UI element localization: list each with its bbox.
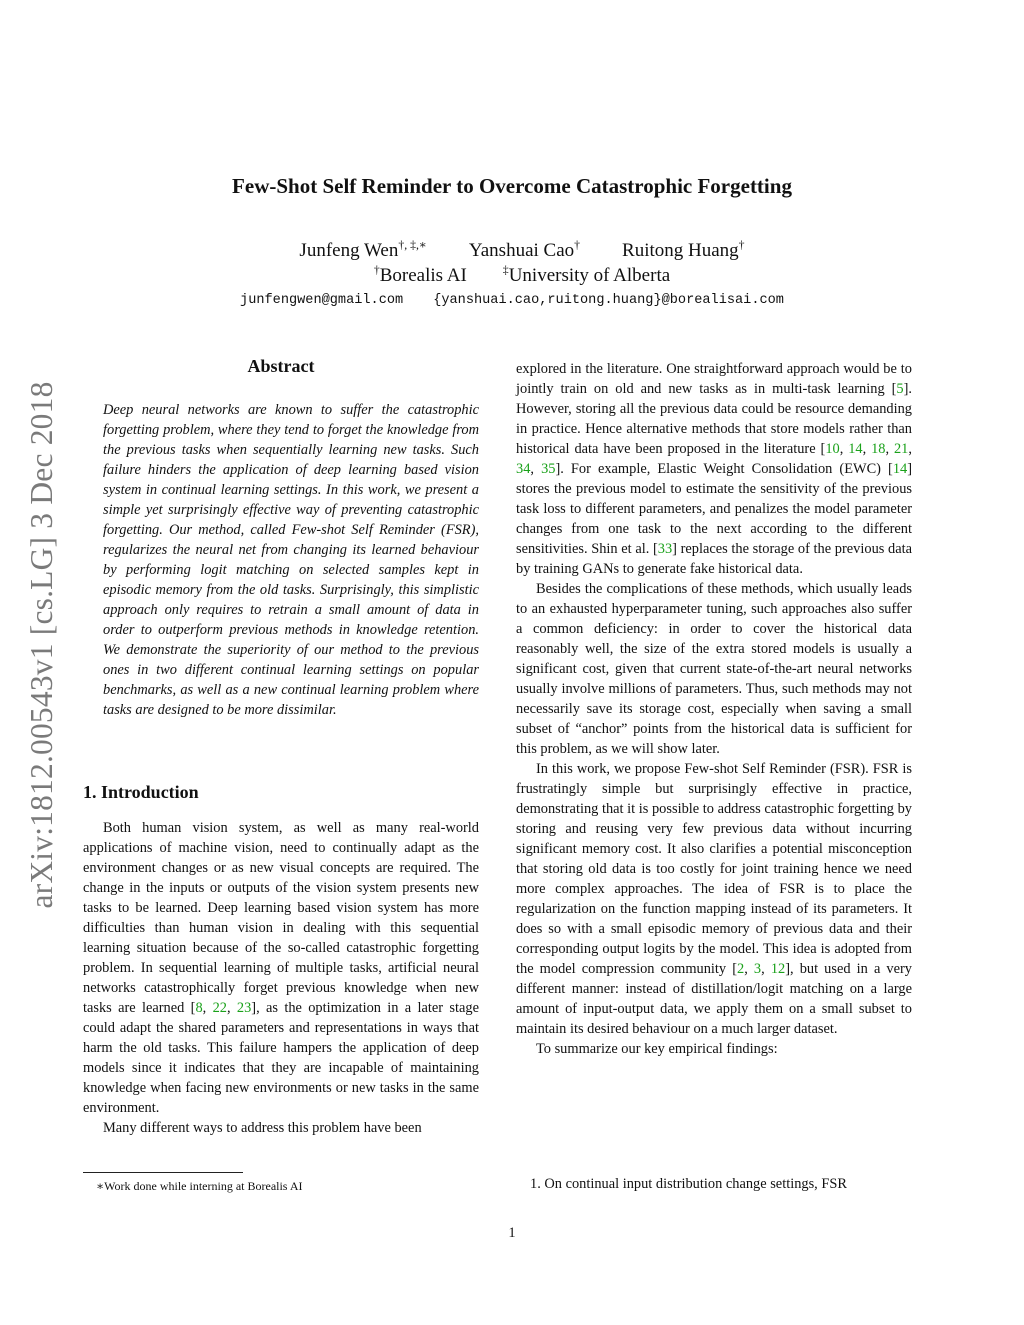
right-column-body <box>516 359 912 1059</box>
citation-link[interactable]: 3 <box>753 961 762 977</box>
paragraph: explored in the literature. One straightforward approach would be to jointly train on old and new tasks as in multi-task learning [5]. However, storing all the previous data could be resource demanding in practice. Hence alternative methods that store models rather than historical data have been proposed in the literature [10, 14, 18, 21, 34, 35]. For example, Elastic Weight Consolidation (EWC) [14] stores the previous model to estimate the sensitivity of the previous task loss to different parameters, and penalizes the model parameter changes from one task to the next according to the different sensitivities. Shin et al. [33] replaces the storage of the previous data by training GANs to generate fake historical data. <box>516 361 913 577</box>
email: {yanshuai.cao,ruitong.huang}@borealisai.com <box>433 293 784 308</box>
citation-link[interactable]: 33 <box>657 541 673 557</box>
citation-link[interactable]: 18 <box>871 441 886 457</box>
citation-link[interactable]: 14 <box>892 461 908 477</box>
arxiv-id-text: arXiv:1812.00543v1 [cs.LG] 3 Dec 2018 <box>24 381 59 909</box>
citation-link[interactable]: 5 <box>896 381 904 397</box>
abstract-text: Deep neural networks are known to suffer the catastrophic forgetting problem, where they tend to forget the knowledge from the previous tasks when sequentially learning new tasks. Such failure hinders the application of deep learning based vision system in continual learning settings. In this work, we present a simple yet surprisingly effective way of preventing catastrophic forgetting. Our method, called Few-shot Self Reminder (FSR), regularizes the neural net from changing its learned behaviour by performing logit matching on selected samples kept in episodic memory from the old tasks. Surprisingly, this simplistic approach only requires to retrain a small amount of data in order to outperform previous methods in knowledge retention. We demonstrate the superiority of our method to the previous ones in two different continual learning settings on popular benchmarks, as well as a new continual learning problem where tasks are designed to be more dissimilar. <box>103 402 479 718</box>
citation-link[interactable]: 21 <box>893 441 909 457</box>
author-list <box>0 240 1024 262</box>
citation-link[interactable]: 23 <box>236 1000 252 1016</box>
affiliation: ‡University of Alberta <box>502 263 671 286</box>
footnote-rule <box>83 1172 243 1173</box>
citation-link[interactable]: 10 <box>825 441 840 457</box>
paragraph: Many different ways to address this problem have been <box>103 1120 422 1136</box>
affiliation-list <box>0 265 1024 287</box>
paragraph: To summarize our key empirical findings: <box>536 1041 778 1057</box>
affiliation: †Borealis AI <box>373 263 467 286</box>
author: Yanshuai Cao† <box>468 238 581 261</box>
email-list <box>0 293 1024 308</box>
paper-title: Few-Shot Self Reminder to Overcome Catastrophic Forgetting <box>232 174 792 198</box>
abstract-body <box>83 400 479 720</box>
footnote: ∗Work done while interning at Borealis AI <box>96 1179 303 1193</box>
author: Junfeng Wen†, ‡,∗ <box>299 238 427 261</box>
list-item: 1. On continual input distribution change settings, FSR <box>530 1176 847 1192</box>
section-heading-introduction: 1. Introduction <box>83 782 199 802</box>
citation-link[interactable]: 34 <box>516 461 531 477</box>
author: Ruitong Huang† <box>622 238 745 261</box>
citation-link[interactable]: 22 <box>212 1000 227 1016</box>
citation-link[interactable]: 12 <box>770 961 786 977</box>
citation-link[interactable]: 8 <box>195 1000 203 1016</box>
paragraph: Both human vision system, as well as many real-world applications of machine vision, need to continually adapt as the environment changes or as new visual concepts are required. The change in the inputs or outputs of the vision system presents new tasks to be learned. Deep learning based vision system has more difficulties than human vision in dealing with this sequential learning situation because of the so-called catastrophic forgetting problem. In sequential learning of multiple tasks, artificial neural networks catastrophically forget previous knowledge when new tasks are learned [8, 22, 23], as the optimization in a later stage could adapt the shared parameters and representations in ways that harm the old tasks. This failure hampers the application of deep models since it indicates that they are incapable of maintaining knowledge when facing new environments or new tasks in the same environment. <box>83 820 479 1116</box>
paragraph: Besides the complications of these methods, which usually leads to an exhausted hyperparameter tuning, such approaches also suffer a common deficiency: in order to cover the historical data reasonably well, the size of the extra stored models is usually a significant cost, given that current state-of-the-art neural networks usually involve millions of parameters. Thus, such methods may not necessarily save its storage cost, especially when saving a small subset of “anchor” points from the historical data is sufficient for this problem, as we will show later. <box>516 581 912 757</box>
citation-link[interactable]: 35 <box>541 461 556 477</box>
page-number: 1 <box>508 1225 516 1241</box>
citation-link[interactable]: 14 <box>848 441 863 457</box>
citation-link[interactable]: 2 <box>737 961 745 977</box>
introduction-body <box>83 818 479 1138</box>
paragraph: In this work, we propose Few-shot Self Reminder (FSR). FSR is frustratingly simple but surprisingly effective in practice, demonstrating that it is possible to address catastrophic forgetting by storing and reusing very few previous data without incurring significant memory cost. It also clarifies a potential misconception that storing old data is too costly for joint training hence we need more complex approaches. The idea of FSR is to place the regularization on the function mapping instead of its parameters. It does so with a small episodic memory of previous data and their corresponding output logits by the model. This idea is adopted from the model compression community [2, 3, 12], but used in a very different manner: instead of distillation/logit matching on a large amount of input-output data, we apply them on a small subset to maintain its desired behaviour on a much larger dataset. <box>516 761 913 1037</box>
email: junfengwen@gmail.com <box>240 293 404 308</box>
abstract-heading: Abstract <box>247 356 315 376</box>
